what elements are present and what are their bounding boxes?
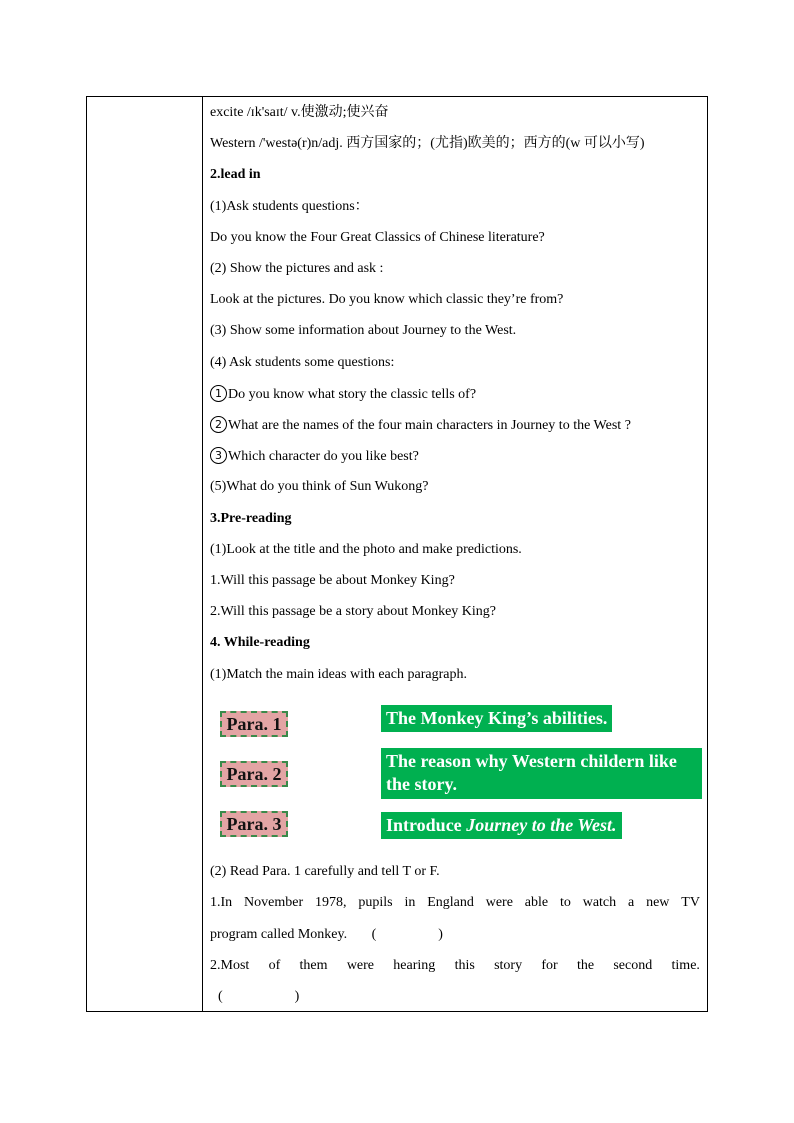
circled-number: 3 [210,447,227,464]
question-which-classic: Look at the pictures. Do you know which classic they’re from? [210,292,564,307]
word: were [346,958,375,973]
word: a [628,895,635,910]
word: for [541,958,558,973]
true-false-1-line-1 [210,894,700,912]
step-ask-questions: (1)Ask students questions： [210,199,369,214]
answer-blank-close: ) [294,989,300,1004]
circled-number: 1 [210,385,227,402]
word: of [268,958,281,973]
word: were [485,895,513,910]
true-false-2-line-2 [218,988,299,1006]
question-four-classics: Do you know the Four Great Classics of Chinese literature? [210,230,545,245]
word: 1.In [210,895,233,910]
word: to [559,895,571,910]
answer-blank-open: ( [218,989,223,1004]
step-ask-some-questions: (4) Ask students some questions: [210,355,395,370]
word: hearing [393,958,436,973]
prediction-2: 2.Will this passage be a story about Monkey King? [210,604,496,619]
word: time. [671,958,700,973]
lesson-table [86,96,708,1012]
word: this [454,958,475,973]
para-2-label: Para. 2 [220,761,288,787]
question-text: Do you know what story the classic tells of? [228,387,477,402]
book-title: Journey to the West. [466,815,617,835]
word: in [404,895,416,910]
word: 2.Most [210,958,250,973]
word: story [494,958,523,973]
step-match-ideas: (1)Match the main ideas with each paragraph. [210,667,467,682]
idea-prefix: Introduce [386,815,467,835]
question-text: Which character do you like best? [228,449,419,464]
main-idea-introduce [381,812,622,839]
word: second [613,958,653,973]
para-3-label: Para. 3 [220,811,288,837]
word: the [576,958,595,973]
word: November [244,895,304,910]
question-text: What are the names of the four main characters in Journey to the West ? [228,418,631,433]
question-3 [210,447,419,466]
main-idea-reason: The reason why Western childern like the story. [381,748,702,799]
step-read-para-1: (2) Read Para. 1 carefully and tell T or F. [210,864,440,879]
true-false-2-line-1 [210,957,700,975]
answer-blank-open: ( [371,927,377,942]
step-show-information: (3) Show some information about Journey to the West. [210,323,517,338]
word: new [646,895,670,910]
section-lead-in: 2.lead in [210,167,261,182]
column-divider [202,97,203,1011]
tf-text: program called Monkey. [210,927,348,942]
question-sun-wukong: (5)What do you think of Sun Wukong? [210,479,429,494]
answer-blank-close: ) [438,927,443,942]
true-false-1-line-2 [210,926,443,944]
word: pupils [358,895,393,910]
section-while-reading: 4. While-reading [210,635,310,650]
word: able [524,895,549,910]
main-idea-abilities: The Monkey King’s abilities. [381,705,612,732]
word: watch [582,895,617,910]
circled-number: 2 [210,416,227,433]
word: England [427,895,474,910]
word: TV [681,895,700,910]
step-make-predictions: (1)Look at the title and the photo and make predictions. [210,542,522,557]
prediction-1: 1.Will this passage be about Monkey King? [210,573,455,588]
question-1 [210,385,476,404]
section-pre-reading: 3.Pre-reading [210,511,292,526]
vocab-excite: excite /ɪk'saɪt/ v.使激动;使兴奋 [210,105,389,120]
step-show-pictures: (2) Show the pictures and ask : [210,261,384,276]
word: 1978, [314,895,347,910]
question-2 [210,416,631,435]
word: them [299,958,328,973]
para-1-label: Para. 1 [220,711,288,737]
vocab-western: Western /'westə(r)n/adj. 西方国家的；(尤指)欧美的；西方的(w 可以小写) [210,136,645,151]
